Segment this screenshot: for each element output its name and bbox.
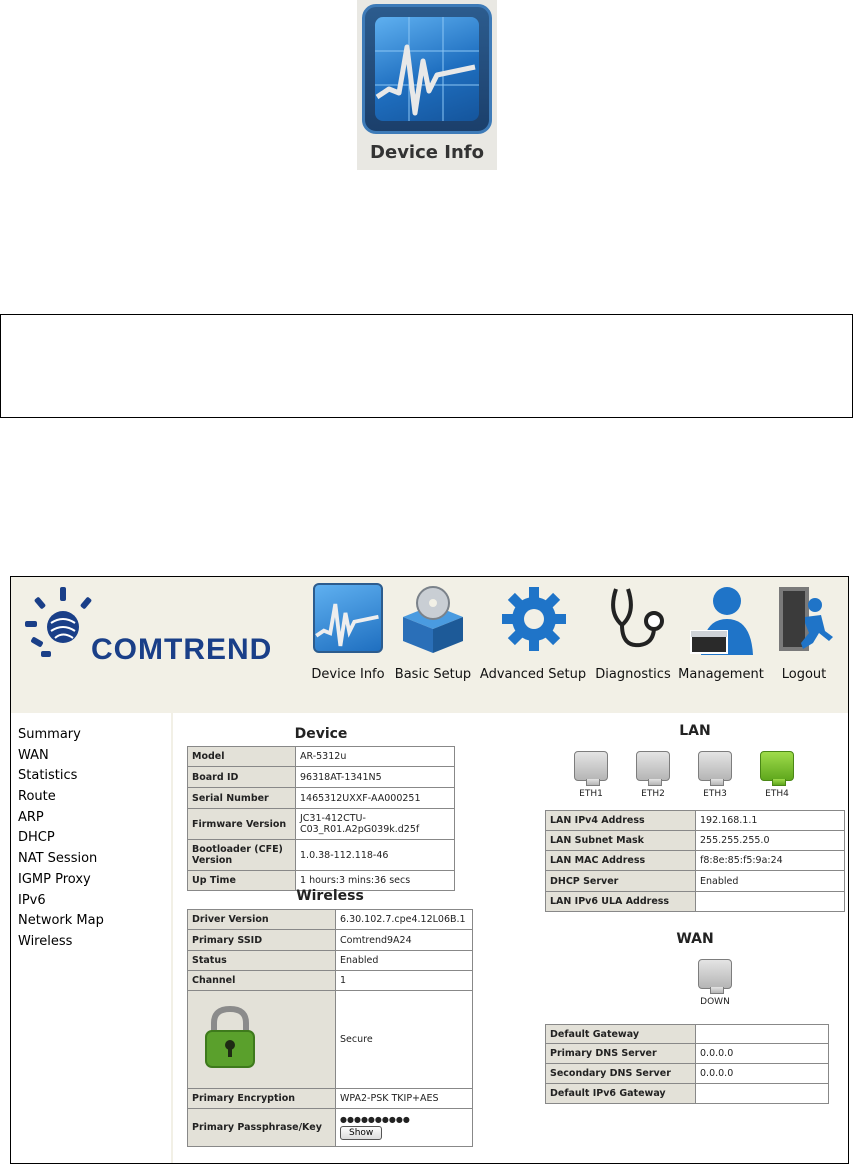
wan-title: WAN [676, 931, 714, 947]
table-row: DHCP Server Enabled [546, 871, 845, 892]
basic-setup-icon [397, 583, 469, 655]
device-title: Device [294, 726, 348, 742]
wireless-title: Wireless [296, 888, 364, 904]
sidebar-item-wireless[interactable]: Wireless [18, 933, 73, 949]
comtrend-logo [23, 581, 303, 681]
table-row: Primary Passphrase/Key ●●●●●●●●●● Show [188, 1109, 473, 1147]
ethernet-port-active-icon [760, 751, 794, 781]
logout-icon [775, 583, 835, 655]
sidebar-item-route[interactable]: Route [18, 789, 56, 805]
device-info-icon [362, 4, 492, 134]
wireless-table [187, 909, 473, 1147]
table-row: Primary DNS Server 0.0.0.0 [546, 1044, 829, 1064]
lan-port-eth4: ETH4 [753, 751, 801, 799]
ethernet-port-icon [698, 959, 732, 989]
sidebar-item-statistics[interactable]: Statistics [18, 768, 78, 784]
lan-table [545, 810, 845, 912]
passphrase-value: ●●●●●●●●●● [340, 1115, 410, 1124]
sidebar-item-network-map[interactable]: Network Map [18, 913, 104, 929]
management-icon [685, 583, 757, 655]
table-row: Channel 1 [188, 971, 473, 991]
lock-icon [202, 1005, 258, 1069]
sidebar-item-summary[interactable]: Summary [18, 727, 81, 742]
advanced-setup-icon [498, 583, 570, 655]
sidebar-item-ipv6[interactable]: IPv6 [18, 892, 46, 908]
wan-table [545, 1024, 829, 1104]
sidebar-item-dhcp[interactable]: DHCP [18, 830, 55, 846]
table-row: Default IPv6 Gateway [546, 1084, 829, 1104]
ethernet-port-icon [574, 751, 608, 781]
lan-port-eth3: ETH3 [691, 751, 739, 799]
lan-title: LAN [679, 723, 711, 739]
secure-label: Secure [336, 991, 473, 1089]
lan-port-eth2: ETH2 [629, 751, 677, 799]
table-row: Bootloader (CFE) Version 1.0.38-112.118-46 [188, 840, 455, 871]
table-row: Status Enabled [188, 951, 473, 971]
table-row: Serial Number 1465312UXXF-AA000251 [188, 788, 455, 809]
sidebar [11, 713, 171, 1163]
lan-port-eth1: ETH1 [567, 751, 615, 799]
table-row: LAN MAC Address f8:8e:85:f5:9a:24 [546, 851, 845, 871]
table-row: LAN IPv4 Address 192.168.1.1 [546, 811, 845, 831]
table-row: Primary SSID Comtrend9A24 [188, 930, 473, 951]
note-box [0, 314, 853, 418]
sidebar-item-nat-session[interactable]: NAT Session [18, 851, 98, 867]
table-row: Model AR-5312u [188, 747, 455, 767]
device-info-hero [357, 0, 497, 170]
table-row: Driver Version 6.30.102.7.cpe4.12L06B.1 [188, 910, 473, 930]
table-row: Up Time 1 hours:3 mins:36 secs [188, 871, 455, 891]
diagnostics-icon [598, 583, 670, 655]
table-row [188, 991, 473, 1089]
device-table [187, 746, 455, 891]
sidebar-item-igmp-proxy[interactable]: IGMP Proxy [18, 871, 91, 887]
table-row: LAN Subnet Mask 255.255.255.0 [546, 831, 845, 851]
table-row: Default Gateway [546, 1025, 829, 1044]
sidebar-item-wan[interactable]: WAN [18, 747, 49, 763]
sidebar-item-arp[interactable]: ARP [18, 809, 44, 825]
table-row: Board ID 96318AT-1341N5 [188, 767, 455, 788]
device-info-icon [313, 583, 383, 653]
table-row: Firmware Version JC31-412CTU-C03_R01.A2pG039k.d25f [188, 809, 455, 840]
brand-name: COMTREND [91, 633, 273, 666]
header: COMTREND Device Info Basic Setup Advanced Setup Diagnostics Management Logout [11, 577, 848, 713]
ethernet-port-icon [636, 751, 670, 781]
table-row: LAN IPv6 ULA Address [546, 892, 845, 912]
hero-label: Device Info [370, 142, 484, 163]
wan-port: DOWN [691, 959, 739, 1007]
show-passphrase-button[interactable]: Show [340, 1126, 382, 1140]
table-row: Secondary DNS Server 0.0.0.0 [546, 1064, 829, 1084]
ethernet-port-icon [698, 751, 732, 781]
router-ui [10, 576, 849, 1164]
table-row: Primary Encryption WPA2-PSK TKIP+AES [188, 1089, 473, 1109]
content-area [173, 713, 848, 1164]
